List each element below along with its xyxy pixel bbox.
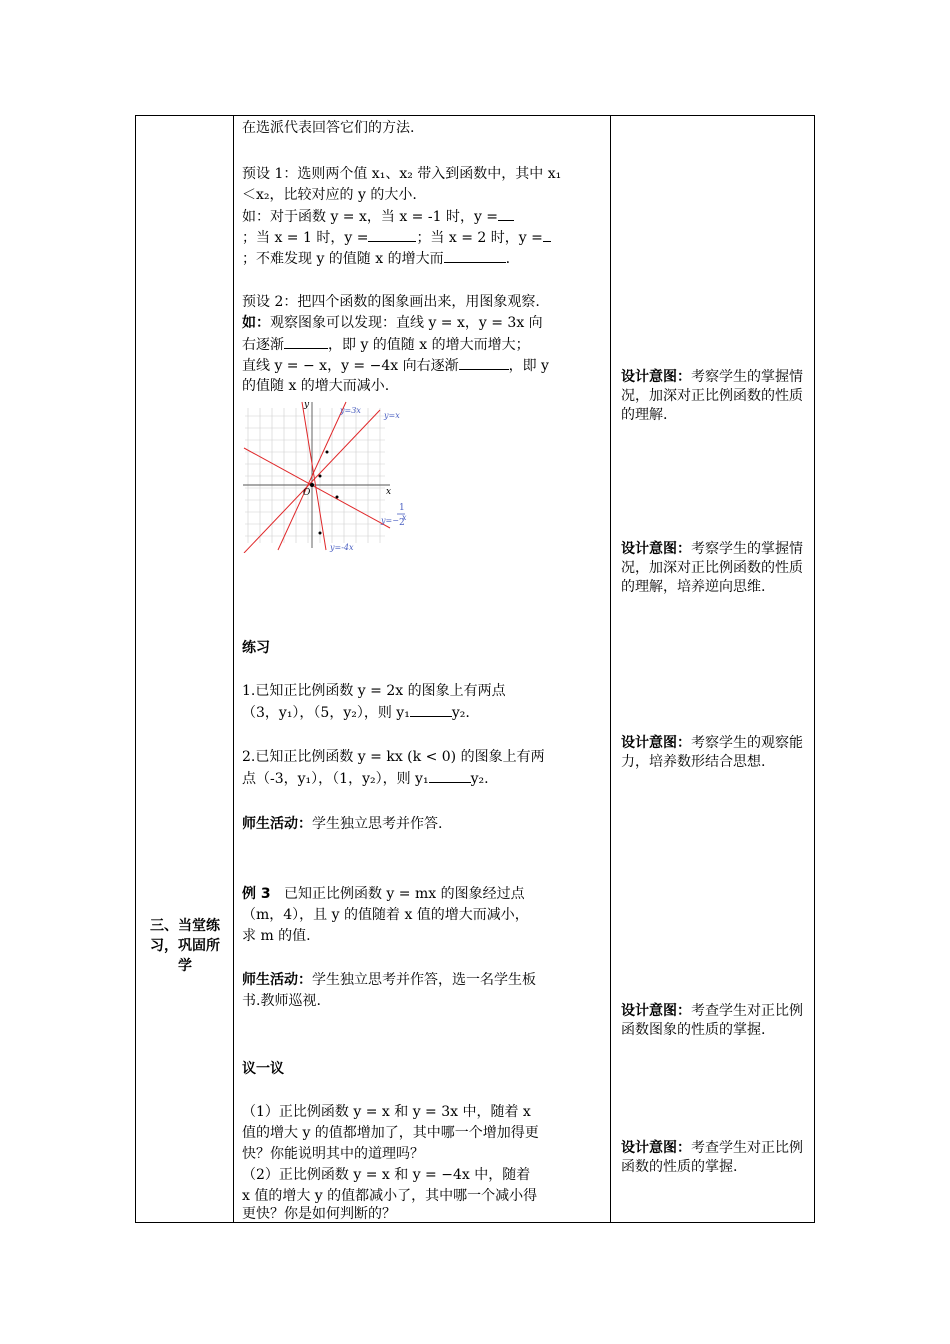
lesson-table [135, 115, 815, 1223]
preset1-line3: 如：对于函数 y = x，当 x = -1 时，y = [242, 206, 514, 227]
sample-point [326, 451, 329, 454]
intro-text: 在选派代表回答它们的方法. [242, 120, 415, 136]
example3-line1: 例 3 已知正比例函数 y = mx 的图象经过点 [242, 886, 525, 902]
discuss-p1-line3: 快？你能说明其中的道理吗？ [242, 1146, 424, 1162]
label-half-x: x [402, 513, 407, 522]
design-note-1: 设计意图：考察学生的掌握情况，加深对正比例函数的性质的理解. [621, 369, 803, 423]
sample-point [319, 475, 322, 478]
practice-activity: 师生活动：学生独立思考并作答. [242, 816, 443, 832]
discuss-title: 议一议 [242, 1061, 284, 1077]
stage-label: 三、当堂练习，巩固所学 [150, 918, 220, 974]
answer-blank [459, 355, 509, 370]
answer-blank [368, 227, 416, 242]
preset2-line1: 预设 2：把四个函数的图象画出来，用图象观察. [242, 294, 540, 310]
sample-point [336, 496, 339, 499]
label-y-4x: y=-4x [330, 543, 354, 552]
design-note-4: 设计意图：考查学生对正比例函数图象的性质的掌握. [621, 1003, 803, 1038]
practice-q2-line2: 点（-3，y₁），（1，y₂），则 y₁ y₂. [242, 768, 489, 789]
answer-blank [284, 334, 328, 349]
preset1-line1: 预设 1：选则两个值 x₁、x₂ 带入到函数中，其中 x₁ [242, 166, 562, 182]
design-note-3: 设计意图：考察学生的观察能力，培养数形结合思想. [621, 735, 803, 770]
discuss-p2-line2: x 值的增大 y 的值都减小了，其中哪一个减小得 [242, 1188, 538, 1204]
content-column [234, 116, 610, 1222]
label-half-denominator: 2 [399, 518, 405, 528]
example3-line3: 求 m 的值. [242, 928, 311, 944]
graph-grid [245, 408, 385, 543]
practice-title: 练习 [242, 640, 270, 656]
practice-q2-line1: 2.已知正比例函数 y = kx (k < 0) 的图象上有两 [242, 749, 545, 765]
function-graph [240, 398, 408, 553]
example3-line2: （m，4），且 y 的值随着 x 值的增大而减小， [242, 907, 529, 923]
example3-activity-line1: 师生活动：学生独立思考并作答，选一名学生板 [242, 972, 536, 988]
example3-activity-line2: 书.教师巡视. [242, 993, 321, 1009]
label-y-half-x: y=− [381, 516, 399, 525]
stage-column [136, 116, 233, 1222]
discuss-p1-line1: （1）正比例函数 y = x 和 y = 3x 中，随着 x [242, 1104, 531, 1120]
answer-blank [410, 702, 452, 717]
discuss-p2-line3: 更快？你是如何判断的？ [242, 1206, 396, 1222]
x-axis-label: x [386, 487, 392, 497]
preset2-line5: 的值随 x 的增大而减小. [242, 378, 390, 394]
design-column [611, 116, 814, 1222]
preset1-line5: ；不难发现 y 的值随 x 的增大而 . [242, 248, 510, 269]
design-note-5: 设计意图：考查学生对正比例函数的性质的掌握. [621, 1140, 803, 1175]
practice-q1-line1: 1.已知正比例函数 y = 2x 的图象上有两点 [242, 683, 506, 699]
sample-point [319, 532, 322, 535]
preset1-line2: ＜x₂，比较对应的 y 的大小. [242, 187, 417, 203]
preset2-line2: 如：观察图象可以发现：直线 y = x，y = 3x 向 [242, 315, 543, 331]
preset1-line4: ；当 x = 1 时，y = ；当 x = 2 时，y = [242, 227, 551, 248]
label-y-x: y=x [384, 411, 400, 420]
label-half-numerator: 1 [399, 503, 405, 513]
answer-blank [444, 248, 506, 263]
answer-blank [543, 227, 551, 242]
y-axis-label: y [304, 400, 310, 410]
preset2-line4: 直线 y = − x，y = −4x 向右逐渐 ，即 y [242, 355, 549, 376]
design-note-2: 设计意图：考察学生的掌握情况，加深对正比例函数的性质的理解，培养逆向思维. [621, 541, 803, 595]
label-y-3x: y=3x [340, 406, 361, 415]
discuss-p1-line2: 值的增大 y 的值都增加了，其中哪一个增加得更 [242, 1125, 539, 1141]
origin-point [310, 483, 314, 487]
origin-label: O [303, 488, 311, 498]
discuss-p2-line1: （2）正比例函数 y = x 和 y = −4x 中，随着 [242, 1167, 531, 1183]
answer-blank [429, 768, 471, 783]
practice-q1-line2: （3，y₁），（5，y₂），则 y₁ y₂. [242, 702, 470, 723]
answer-blank [498, 206, 514, 221]
preset2-line3: 右逐渐 ，即 y 的值随 x 的增大而增大； [242, 334, 530, 355]
